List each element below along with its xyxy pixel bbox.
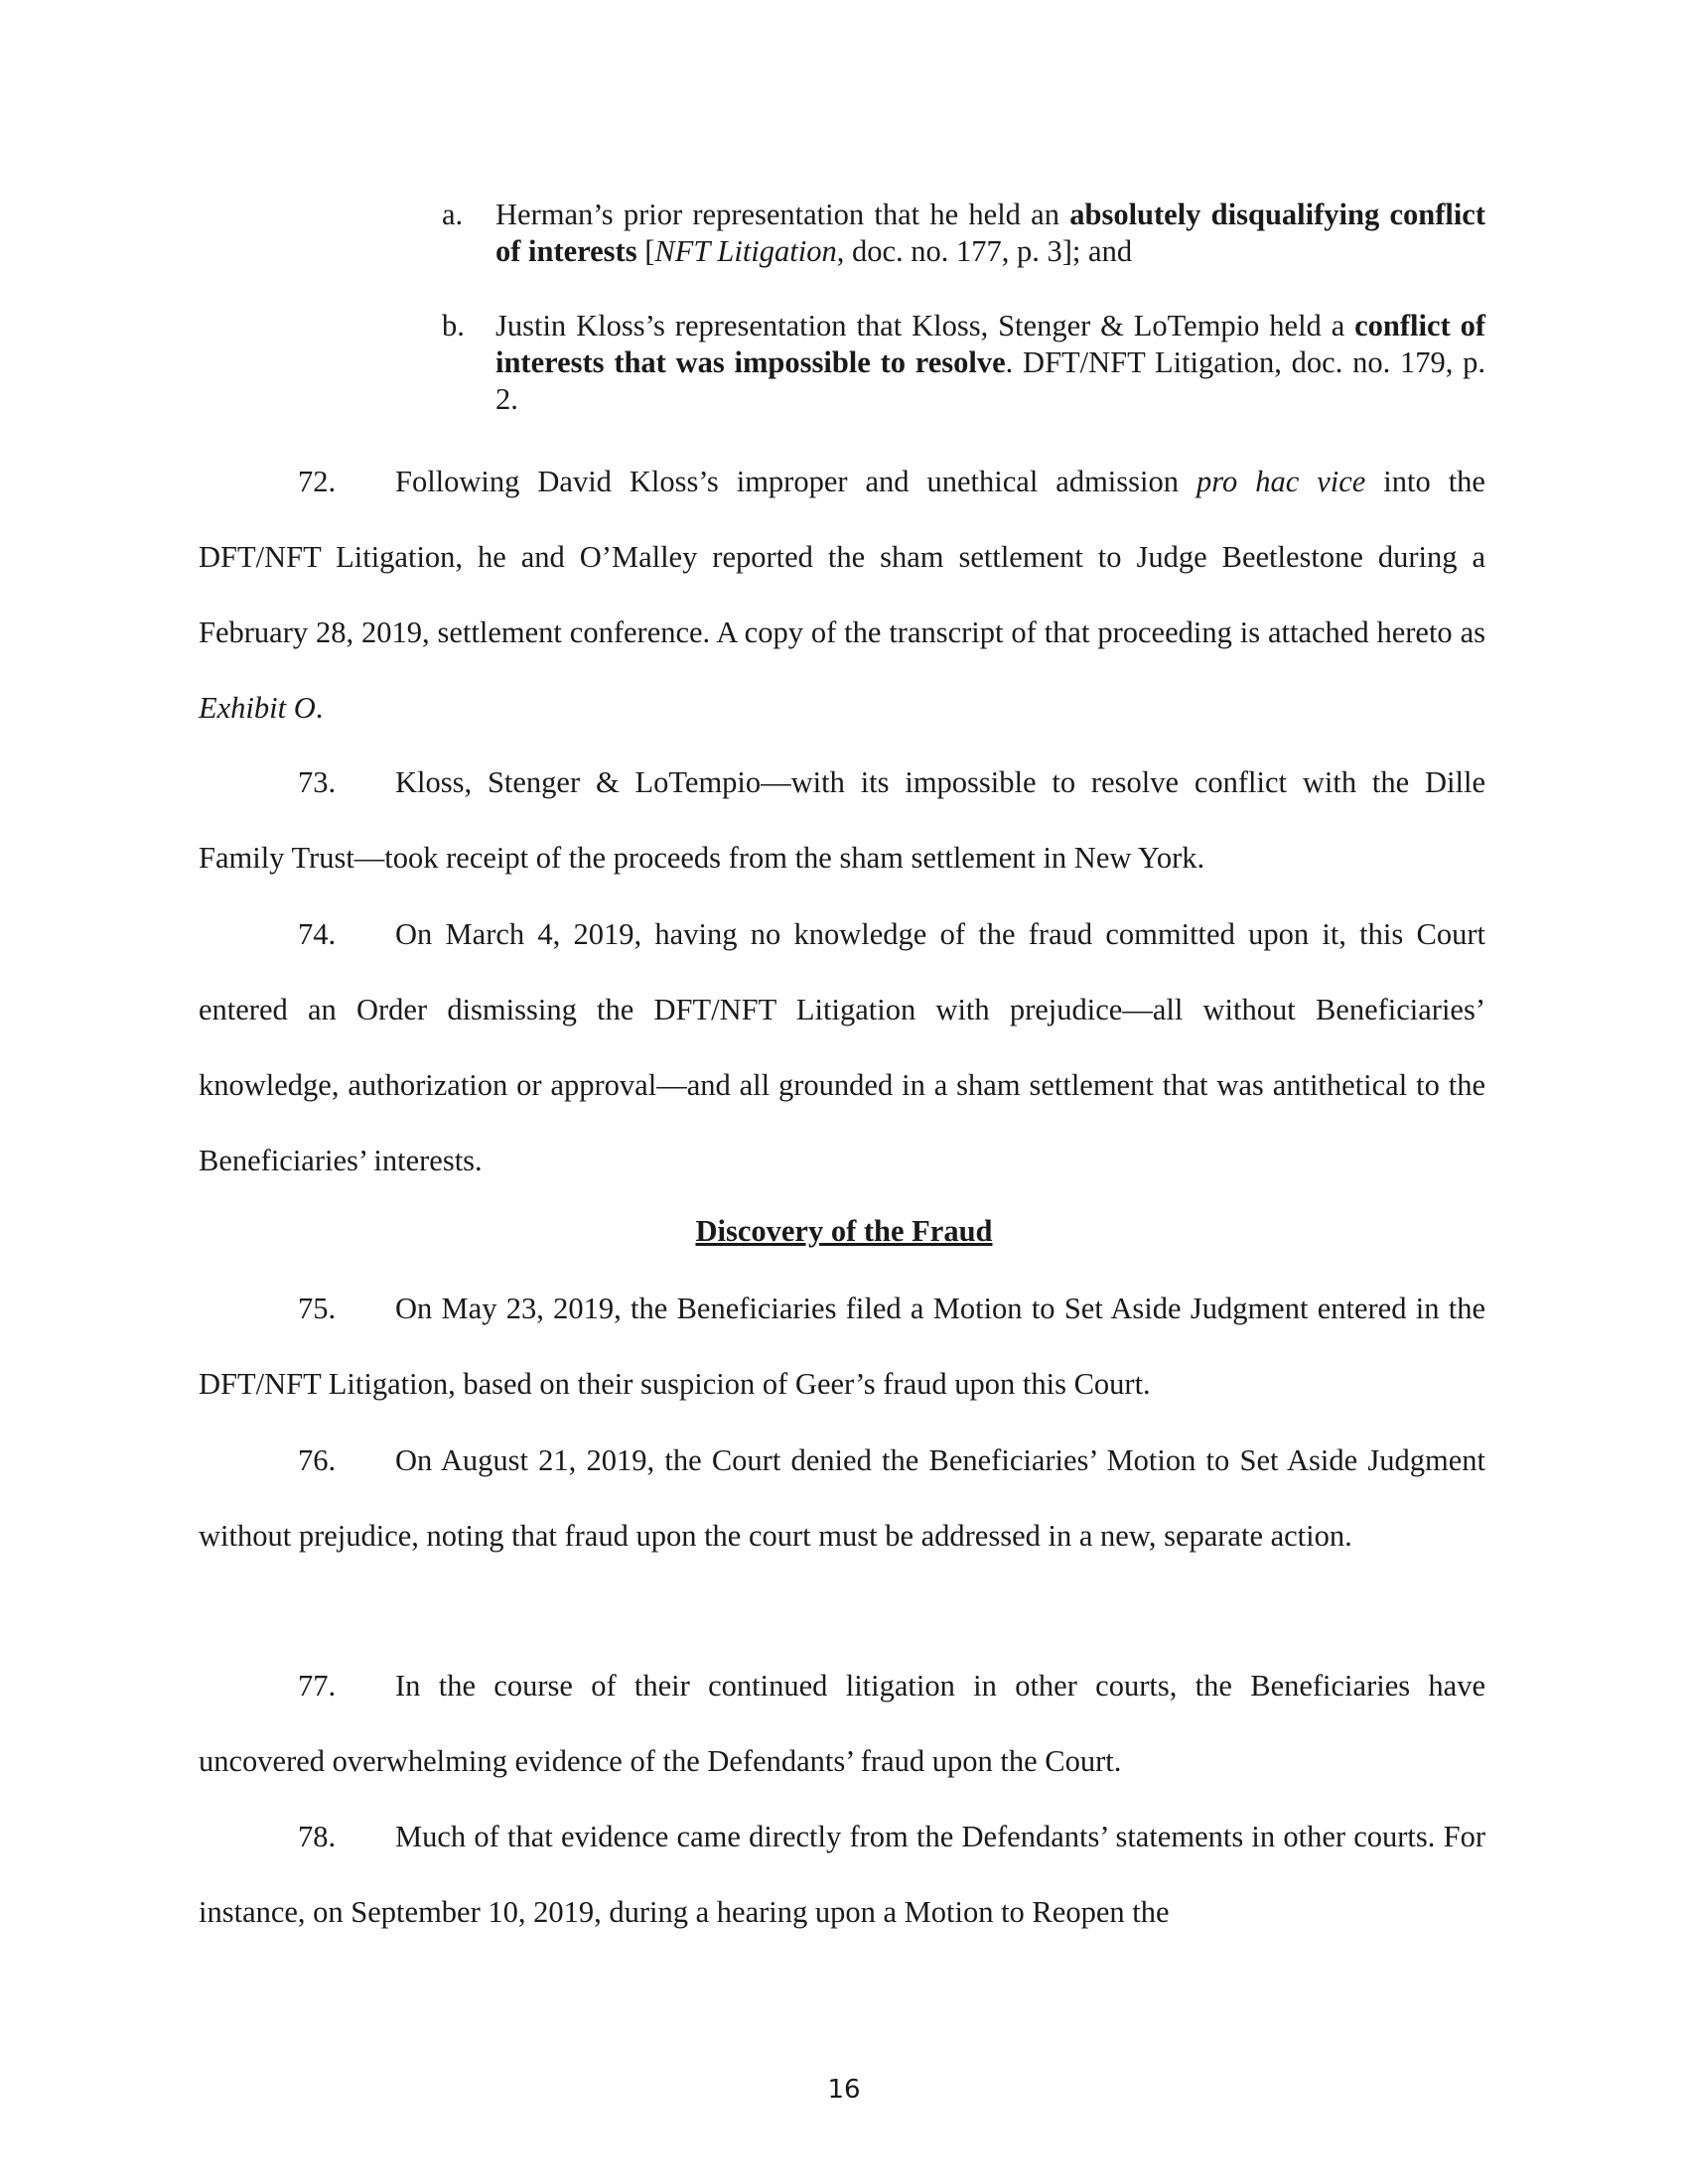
paragraph-number: 74.	[298, 917, 337, 951]
list-marker: a.	[442, 198, 464, 231]
bold-text-run: absolutely disqualifying conflict of interests	[495, 198, 1486, 268]
italic-text-run: pro hac vice	[1196, 465, 1366, 498]
paragraph-number: 75.	[298, 1292, 337, 1325]
paragraph-number: 76.	[298, 1443, 337, 1477]
text-run: , doc. no. 177, p. 3]; and	[836, 234, 1133, 268]
paragraph-72	[199, 444, 1485, 746]
text-run: Following David Kloss’s improper and unethical admission	[395, 465, 1196, 498]
list-item-a	[442, 197, 1485, 270]
text-run: In the course of their continued litigation in other courts, the Beneficiaries have uncovered overwhelming evidence of the Defendants’ fraud upon the Court.	[199, 1669, 1485, 1778]
text-run: [	[636, 234, 655, 268]
text-run: . DFT/NFT Litigation, doc. no. 179, p. 2.	[495, 345, 1485, 416]
list-item-text	[495, 197, 1485, 270]
paragraph-76	[199, 1423, 1485, 1573]
paragraph-number: 72.	[298, 465, 337, 498]
text-run: On March 4, 2019, having no knowledge of the fraud committed upon it, this Court entered an Order dismissing the DFT/NFT Litigation with prejudice—all without Beneficiaries’ knowledge, authorization or approval—and all grounded in a sham settlement that was antithetical to the Beneficiaries’ interests.	[199, 917, 1485, 1177]
text-run: On May 23, 2019, the Beneficiaries filed a Motion to Set Aside Judgment entered in the DFT/NFT Litigation, based on their suspicion of Geer’s fraud upon this Court.	[199, 1292, 1485, 1401]
text-run: Much of that evidence came directly from the Defendants’ statements in other courts. For instance, on September 10, 2019, during a hearing upon a Motion to Reopen the	[199, 1820, 1485, 1929]
italic-text-run: NFT Litigation	[654, 234, 837, 268]
paragraph-75	[199, 1271, 1485, 1422]
bold-text-run: conflict of interests that was impossible to resolve	[495, 309, 1485, 379]
list-item-b	[442, 308, 1485, 418]
text-run: Herman’s prior representation that he held an	[495, 198, 1070, 231]
paragraph-77	[199, 1648, 1485, 1799]
paragraph-number: 78.	[298, 1820, 337, 1853]
list-marker: b.	[442, 309, 465, 342]
paragraph-number: 77.	[298, 1669, 337, 1703]
text-run: Justin Kloss’s representation that Kloss, Stenger & LoTempio held a	[495, 309, 1355, 342]
paragraph-number: 73.	[298, 765, 337, 799]
paragraph-73	[199, 745, 1485, 895]
text-run: .	[315, 691, 324, 725]
text-run: Kloss, Stenger & LoTempio—with its impossible to resolve conflict with the Dille Family Trust—took receipt of the proceeds from the sham settlement in New York.	[199, 765, 1485, 875]
list-item-text	[495, 308, 1485, 418]
section-heading: Discovery of the Fraud	[695, 1214, 993, 1248]
page-number: 16	[827, 2075, 861, 2105]
text-run: On August 21, 2019, the Court denied the Beneficiaries’ Motion to Set Aside Judgment without prejudice, noting that fraud upon the court must be addressed in a new, separate action.	[199, 1443, 1485, 1553]
text-run: into the DFT/NFT Litigation, he and O’Malley reported the sham settlement to Judge Beetlestone during a February 28, 2019, settlement conference. A copy of the transcript of that proceeding is attached hereto as	[199, 465, 1485, 649]
paragraph-74	[199, 896, 1485, 1198]
paragraph-78	[199, 1799, 1485, 1950]
italic-text-run: Exhibit O	[199, 691, 316, 725]
